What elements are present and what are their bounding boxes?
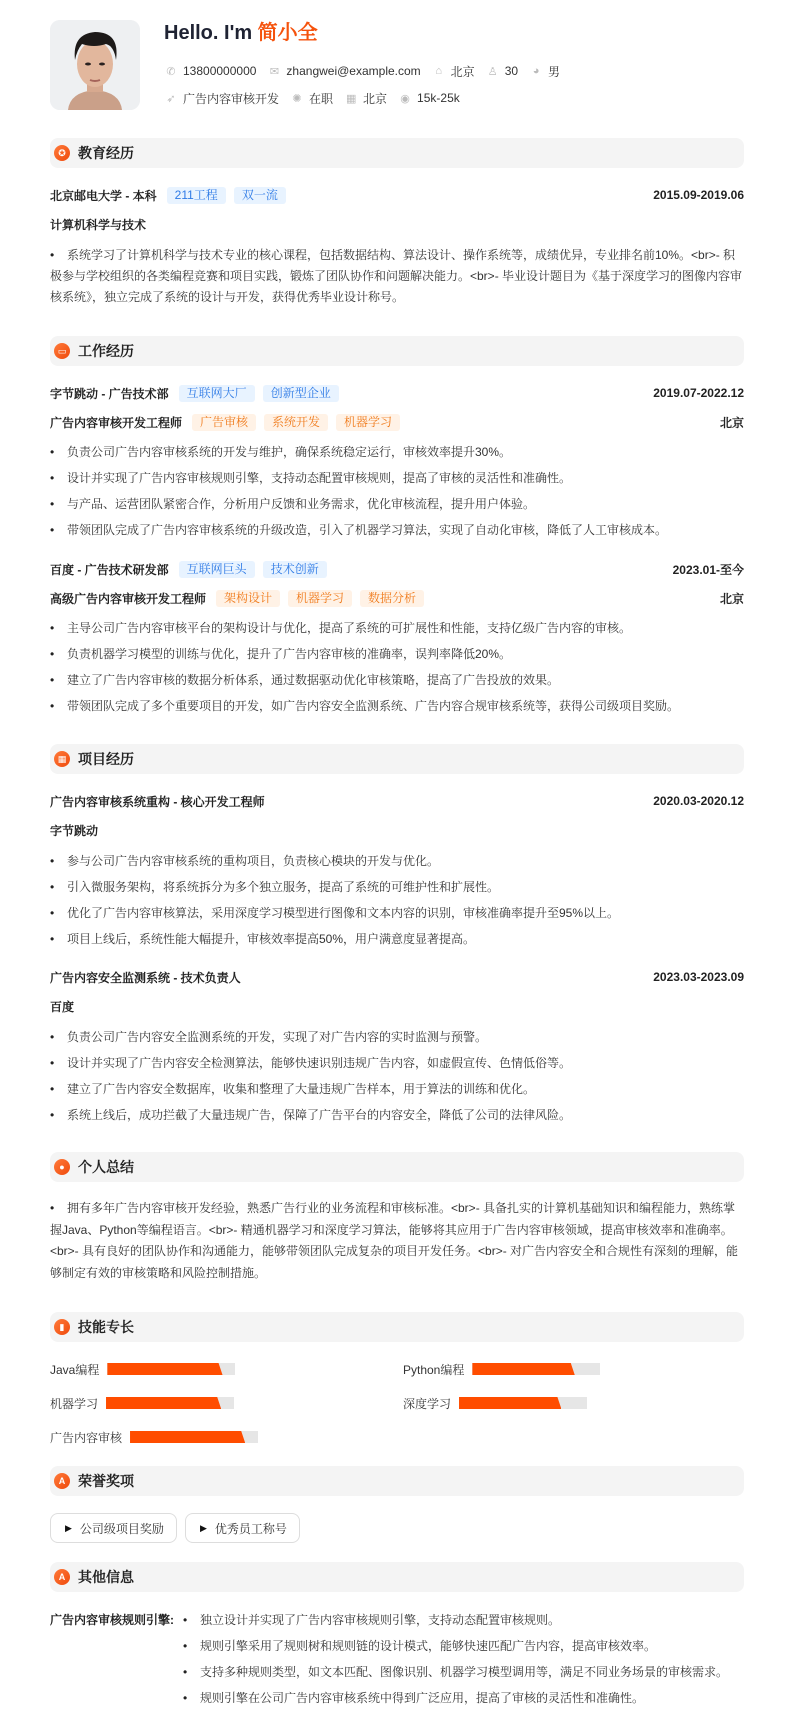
honor-item[interactable]	[50, 1513, 177, 1543]
job-date: 2023.01-至今	[672, 562, 744, 577]
tag: 创新型企业	[263, 385, 339, 402]
contact-item	[434, 63, 475, 80]
list-item: • 参与公司广告内容审核系统的重构项目，负责核心模块的开发与优化。	[50, 848, 744, 874]
honors-section	[50, 1466, 744, 1543]
job-intent-row	[166, 88, 473, 108]
company-row	[50, 379, 744, 408]
send-icon: ➶	[166, 92, 176, 105]
contact-item	[292, 90, 333, 107]
skill-bar	[459, 1397, 587, 1409]
skill-name: 机器学习	[50, 1396, 99, 1411]
company-row	[50, 555, 744, 584]
honor-label: 优秀员工称号	[214, 1521, 287, 1536]
contact-item	[400, 91, 460, 105]
list-item: • 负责公司广告内容安全监测系统的开发，实现了对广告内容的实时监测与预警。	[50, 1024, 744, 1050]
major-row	[50, 210, 744, 239]
list-item: • 带领团队完成了多个重要项目的开发，如广告内容安全监测系统、广告内容合规审核系统等，获得公司级项目奖励。	[50, 693, 744, 719]
skill-item	[50, 1352, 235, 1386]
skill-item	[403, 1352, 600, 1386]
tag: 技术创新	[263, 561, 327, 578]
project-company-row	[50, 992, 744, 1021]
company-name: 百度 - 广告技术研发部	[50, 562, 169, 577]
age-icon: ♙	[487, 65, 498, 78]
skill-name: Java编程	[50, 1362, 100, 1377]
skill-bar-fill	[472, 1363, 574, 1375]
skill-bar	[130, 1431, 258, 1443]
skills-section	[50, 1312, 744, 1454]
contact-item	[269, 64, 420, 78]
skill-bar-fill	[107, 1363, 222, 1375]
greeting: Hello. I'm	[164, 22, 253, 44]
contact-text: 15k-25k	[417, 91, 460, 105]
skill-name: Python编程	[403, 1362, 465, 1377]
project-row	[50, 963, 744, 992]
school-tag: 双一流	[234, 187, 286, 204]
job-city: 北京	[719, 591, 744, 606]
education-date: 2015.09-2019.06	[653, 188, 744, 202]
contact-text: zhangwei@example.com	[286, 64, 421, 78]
skill-item	[403, 1386, 587, 1420]
section-title: 技能专长	[78, 1319, 134, 1335]
section-header	[50, 1152, 744, 1182]
status-icon: ✺	[292, 92, 302, 105]
contact-item	[346, 90, 387, 107]
contact-text: 男	[548, 64, 561, 79]
list-item: • 系统上线后，成功拦截了大量违规广告，保障了广告平台的内容安全，降低了公司的法律风险。	[50, 1102, 744, 1128]
section-header	[50, 1312, 744, 1342]
school-name: 北京邮电大学 - 本科	[50, 188, 157, 203]
section-title: 教育经历	[78, 145, 134, 161]
skill-bar-fill	[459, 1397, 561, 1409]
contact-text: 广告内容审核开发	[183, 91, 280, 106]
list-item: • 与产品、运营团队紧密合作，分析用户反馈和业务需求，优化审核流程，提升用户体验。	[50, 491, 744, 517]
section-title: 其他信息	[78, 1569, 134, 1585]
skill-name: 广告内容审核	[50, 1430, 123, 1445]
user-icon: ●	[54, 1159, 70, 1175]
education-description	[50, 245, 744, 308]
list-item: • 负责机器学习模型的训练与优化，提升了广告内容审核的准确率，误判率降低20%。	[50, 641, 744, 667]
contact-row	[166, 61, 573, 81]
contact-item	[166, 90, 279, 107]
section-title: 荣誉奖项	[78, 1473, 134, 1489]
tag: 系统开发	[264, 414, 328, 431]
building-icon: ▦	[346, 92, 357, 105]
list-item: • 优化了广告内容审核算法，采用深度学习模型进行图像和文本内容的识别，审核准确率提升至95%以上。	[50, 900, 744, 926]
tag: 数据分析	[360, 590, 424, 607]
skill-bar-fill	[130, 1431, 245, 1443]
project-row	[50, 787, 744, 816]
section-header	[50, 1466, 744, 1496]
section-header	[50, 336, 744, 366]
honor-item[interactable]	[185, 1513, 300, 1543]
list-item: • 设计并实现了广告内容审核规则引擎，支持动态配置审核规则，提高了审核的灵活性和准确性。	[50, 465, 744, 491]
list-item: • 规则引擎在公司广告内容审核系统中得到广泛应用，提高了审核的灵活性和准确性。	[183, 1685, 728, 1711]
bullet-list	[50, 615, 744, 719]
section-title: 个人总结	[78, 1159, 134, 1175]
summary-body: 拥有多年广告内容审核开发经验，熟悉广告行业的业务流程和审核标准。<br>- 具备扎实的计算机基础知识和编程能力，熟练掌握Java、Python等编程语言。<br>- 精通机器学习和深度学习算法，能够将其应用于广告内容审核领域，提高审核效率和准确率。<br>- 具有良好的团队协作和沟通能力，能够带领团队完成复杂的项目开发任务。<br>- 对广告内容安全和合规性有深刻的理解，能够制定有效的审核策略和风险控制措施。	[50, 1201, 739, 1280]
other-label: 广告内容审核规则引擎:	[50, 1613, 174, 1627]
bullet-list	[50, 848, 744, 952]
tag: 广告审核	[192, 414, 256, 431]
bullet-list	[50, 1024, 744, 1128]
skill-name: 深度学习	[403, 1396, 452, 1411]
project-date: 2023.03-2023.09	[653, 970, 744, 984]
award-icon: A	[54, 1473, 70, 1489]
list-item: • 主导公司广告内容审核平台的架构设计与优化，提高了系统的可扩展性和性能，支持亿级广告内容的审核。	[50, 615, 744, 641]
list-item: • 设计并实现了广告内容安全检测算法，能够快速识别违规广告内容，如虚假宣传、色情低俗等。	[50, 1050, 744, 1076]
skill-bar	[107, 1363, 235, 1375]
summary-text	[50, 1198, 744, 1284]
bullet-list	[50, 439, 744, 543]
school-tag: 211工程	[167, 187, 226, 204]
list-item: • 规则引擎采用了规则树和规则链的设计模式，能够快速匹配广告内容，提高审核效率。	[183, 1633, 728, 1659]
honor-label: 公司级项目奖励	[79, 1521, 164, 1536]
school-row	[50, 181, 744, 210]
bullet-icon: •	[50, 1201, 55, 1215]
tag: 机器学习	[336, 414, 400, 431]
education-desc-text: 系统学习了计算机科学与技术专业的核心课程，包括数据结构、算法设计、操作系统等，成绩优异，专业排名前10%。<br>- 积极参与学校组织的各类编程竞赛和项目实践，锻炼了团队协作和问题解决能力。<br>- 毕业设计题目为《基于深度学习的图像内容审核系统》，独立完成了系统的设计与开发，获得优秀毕业设计称号。	[50, 247, 743, 304]
projects-section	[50, 744, 744, 1128]
list-item: • 支持多种规则类型，如文本匹配、图像识别、机器学习模型调用等，满足不同业务场景的审核需求。	[183, 1659, 728, 1685]
home-icon: ⌂	[435, 65, 442, 77]
contact-item	[531, 63, 560, 80]
project-date: 2020.03-2020.12	[653, 794, 744, 808]
contact-text: 北京	[450, 64, 475, 79]
education-section	[50, 138, 744, 308]
job-role: 广告内容审核开发工程师	[50, 415, 183, 430]
briefcase-icon: ▭	[54, 343, 70, 359]
project-company-row	[50, 816, 744, 845]
play-icon: ▶	[65, 1522, 72, 1533]
contact-text: 30	[504, 64, 519, 78]
play-icon: ▶	[199, 1522, 207, 1533]
section-header	[50, 1562, 744, 1592]
job-date: 2019.07-2022.12	[653, 386, 744, 400]
skill-item	[50, 1386, 234, 1420]
bullet-icon: •	[50, 247, 55, 262]
chart-icon: ▮	[54, 1319, 70, 1335]
job-city: 北京	[719, 415, 744, 430]
tag: 互联网大厂	[179, 385, 255, 402]
list-item: • 独立设计并实现了广告内容审核规则引擎，支持动态配置审核规则。	[183, 1607, 728, 1633]
contact-text: 13800000000	[183, 64, 257, 78]
skill-bar	[106, 1397, 234, 1409]
page-title	[164, 19, 318, 47]
avatar-photo	[50, 20, 140, 110]
section-header	[50, 744, 744, 774]
list-item: • 负责公司广告内容审核系统的开发与维护，确保系统稳定运行，审核效率提升30%。	[50, 439, 744, 465]
skill-bar	[472, 1363, 600, 1375]
major: 计算机科学与技术	[50, 217, 147, 232]
phone-icon: ✆	[166, 65, 176, 78]
section-title: 项目经历	[78, 751, 134, 767]
role-row	[50, 584, 744, 613]
project-name: 广告内容安全监测系统 - 技术负责人	[50, 970, 241, 985]
skill-bar-fill	[106, 1397, 221, 1409]
list-item: • 引入微服务架构，将系统拆分为多个独立服务，提高了系统的可维护性和扩展性。	[50, 874, 744, 900]
education-icon: ✪	[54, 145, 70, 161]
job-role: 高级广告内容审核开发工程师	[50, 591, 207, 606]
mail-icon: ✉	[269, 65, 280, 78]
list-item: • 建立了广告内容审核的数据分析体系，通过数据驱动优化审核策略，提高了广告投放的效果。	[50, 667, 744, 693]
list-item: • 项目上线后，系统性能大幅提升，审核效率提高50%，用户满意度显著提高。	[50, 926, 744, 952]
section-title: 工作经历	[78, 343, 134, 359]
list-item: • 带领团队完成了广告内容审核系统的升级改造，引入了机器学习算法，实现了自动化审核，降低了人工审核成本。	[50, 517, 744, 543]
contact-text: 在职	[309, 91, 334, 106]
summary-section	[50, 1152, 744, 1284]
project-company: 字节跳动	[50, 823, 99, 838]
grid-icon: ▦	[54, 751, 70, 767]
work-section	[50, 336, 744, 719]
other-section	[50, 1562, 744, 1711]
project-name: 广告内容审核系统重构 - 核心开发工程师	[50, 794, 265, 809]
candidate-name: 简小全	[257, 22, 318, 44]
award-icon: A	[54, 1569, 70, 1585]
tag: 互联网巨头	[179, 561, 255, 578]
role-row	[50, 408, 744, 437]
section-header	[50, 138, 744, 168]
portrait-image	[50, 20, 140, 110]
skill-item	[50, 1420, 258, 1454]
tag: 机器学习	[288, 590, 352, 607]
list-item: • 建立了广告内容安全数据库，收集和整理了大量违规广告样本，用于算法的训练和优化。	[50, 1076, 744, 1102]
contact-item	[166, 64, 256, 78]
contact-text: 北京	[363, 91, 388, 106]
gender-icon: ◕	[532, 65, 540, 77]
salary-icon: ◉	[400, 92, 410, 105]
contact-item	[488, 64, 518, 78]
project-company: 百度	[50, 999, 75, 1014]
company-name: 字节跳动 - 广告技术部	[50, 386, 169, 401]
tag: 架构设计	[216, 590, 280, 607]
